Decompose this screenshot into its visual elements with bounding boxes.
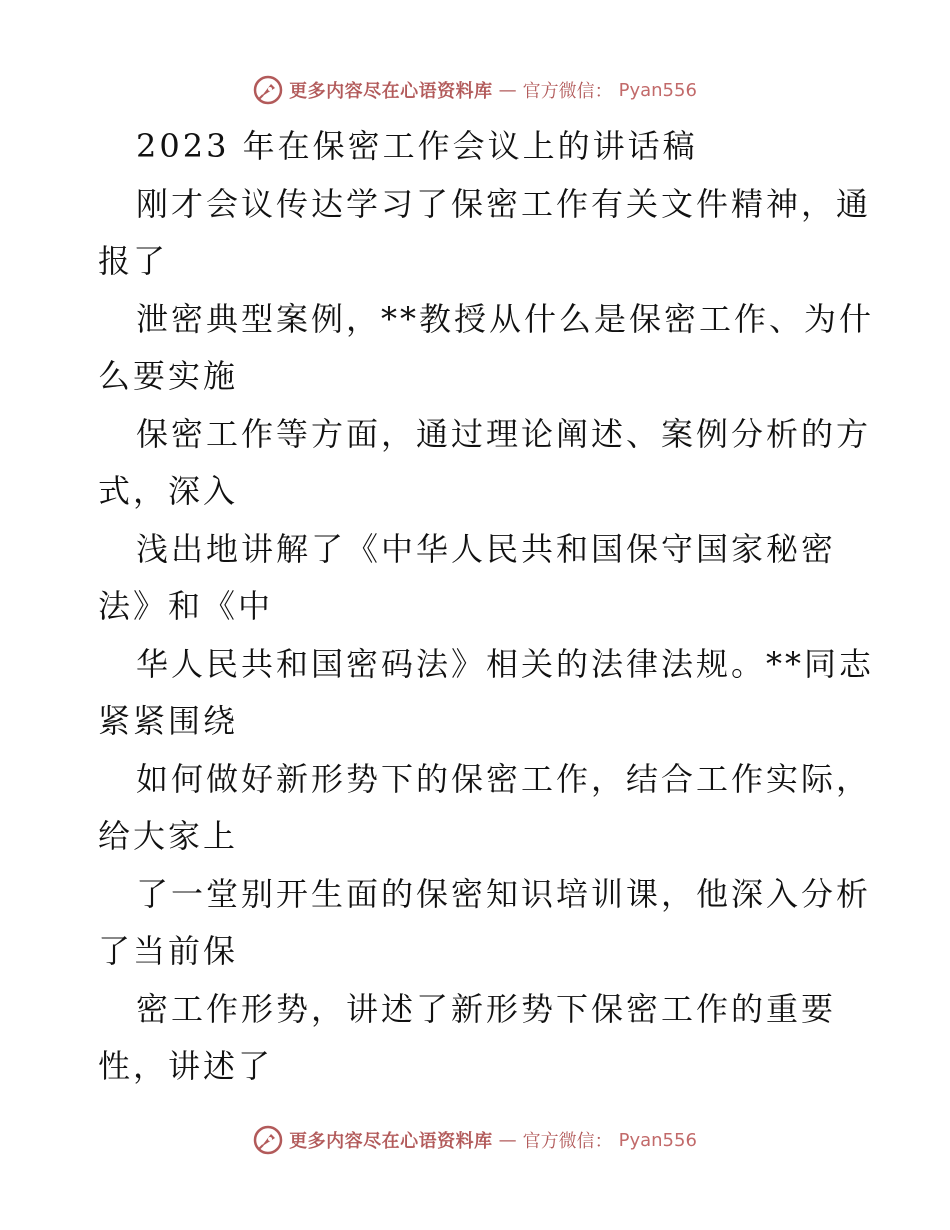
text-line: 紧紧围绕 xyxy=(98,702,239,740)
banner-separator: — xyxy=(498,1129,517,1151)
banner-separator: — xyxy=(498,79,517,101)
text-line: 华人民共和国密码法》相关的法律法规。**同志 xyxy=(136,644,875,683)
text-line: 给大家上 xyxy=(98,817,239,855)
text-line: 性，讲述了 xyxy=(98,1047,274,1085)
document-body xyxy=(98,118,875,1096)
text-line: 保密工作等方面，通过理论阐述、案例分析的方 xyxy=(136,414,872,453)
text-line: 么要实施 xyxy=(98,357,239,395)
footer-watermark-banner xyxy=(0,1120,950,1160)
text-line: 刚才会议传达学习了保密工作有关文件精神，通 xyxy=(136,184,872,223)
banner-text: 更多内容尽在心语资料库 xyxy=(289,1131,493,1152)
pen-nib-logo-icon xyxy=(253,75,283,105)
banner-contact-id: Pyan556 xyxy=(618,1129,697,1151)
document-title: 2023 年在保密工作会议上的讲话稿 xyxy=(136,127,698,165)
text-line: 法》和《中 xyxy=(98,587,274,625)
text-line: 泄密典型案例，**教授从什么是保密工作、为什 xyxy=(136,299,875,338)
header-watermark-banner xyxy=(0,70,950,110)
text-line: 浅出地讲解了《中华人民共和国保守国家秘密 xyxy=(136,529,837,568)
text-line: 了一堂别开生面的保密知识培训课，他深入分析 xyxy=(136,874,872,913)
text-line: 了当前保 xyxy=(98,932,239,970)
text-line: 式，深入 xyxy=(98,472,239,510)
pen-nib-logo-icon xyxy=(253,1125,283,1155)
banner-contact-label: 官方微信： xyxy=(522,1131,613,1152)
banner-contact-label: 官方微信： xyxy=(522,81,613,102)
text-line: 密工作形势，讲述了新形势下保密工作的重要 xyxy=(136,989,837,1028)
banner-text: 更多内容尽在心语资料库 xyxy=(289,81,493,102)
text-line: 如何做好新形势下的保密工作，结合工作实际， xyxy=(136,759,872,798)
text-line: 报了 xyxy=(98,242,169,280)
banner-contact-id: Pyan556 xyxy=(618,79,697,101)
